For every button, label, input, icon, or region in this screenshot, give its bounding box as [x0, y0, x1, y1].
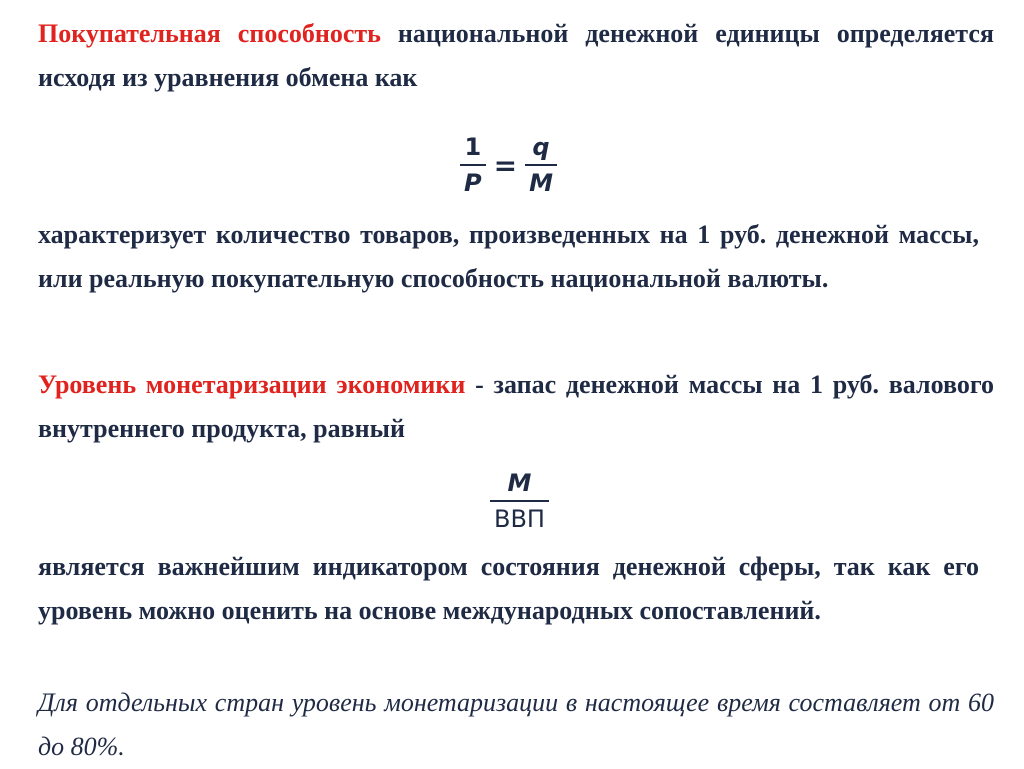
fraction-monetization-denominator: ВВП — [494, 505, 545, 533]
paragraph-countries-note: Для отдельных стран уровень монетаризации в настоящее время составляет от 60 до 80%. — [38, 688, 994, 761]
fraction-left-denominator: P — [464, 169, 482, 197]
formula-monetization — [490, 468, 549, 534]
fraction-monetization-numerator: M — [507, 469, 532, 497]
fraction-right-bar — [525, 164, 557, 166]
fraction-monetization — [490, 468, 549, 534]
paragraph-purchasing-power — [38, 12, 994, 100]
term-monetization-level: Уровень монетаризации экономики — [38, 370, 466, 399]
formula-exchange-equation — [460, 132, 557, 198]
fraction-left-numerator: 1 — [464, 133, 482, 161]
equals-sign: = — [493, 148, 518, 182]
paragraph-purchasing-power-text: национальной денежной единицы определяется исходя из уравнения обмена как — [38, 19, 994, 92]
fraction-right-denominator: M — [529, 169, 553, 197]
fraction-right-numerator: q — [532, 133, 550, 161]
fraction-right — [525, 132, 557, 198]
fraction-left — [460, 132, 486, 198]
paragraph-indicator: является важнейшим индикатором состояния денежной сферы, так как его уровень можно оценить на основе международных сопоставлений. — [38, 552, 979, 625]
paragraph-characterizes: характеризует количество товаров, произведенных на 1 руб. денежной массы, или реальную покупательную способность национальной валюты. — [38, 220, 979, 293]
term-purchasing-power: Покупательная способность — [38, 19, 381, 48]
fraction-monetization-bar — [490, 500, 549, 502]
fraction-left-bar — [460, 164, 486, 166]
paragraph-monetization — [38, 363, 994, 451]
paragraph-monetization-text: - запас денежной массы на 1 руб. валового внутреннего продукта, равный — [38, 370, 994, 443]
